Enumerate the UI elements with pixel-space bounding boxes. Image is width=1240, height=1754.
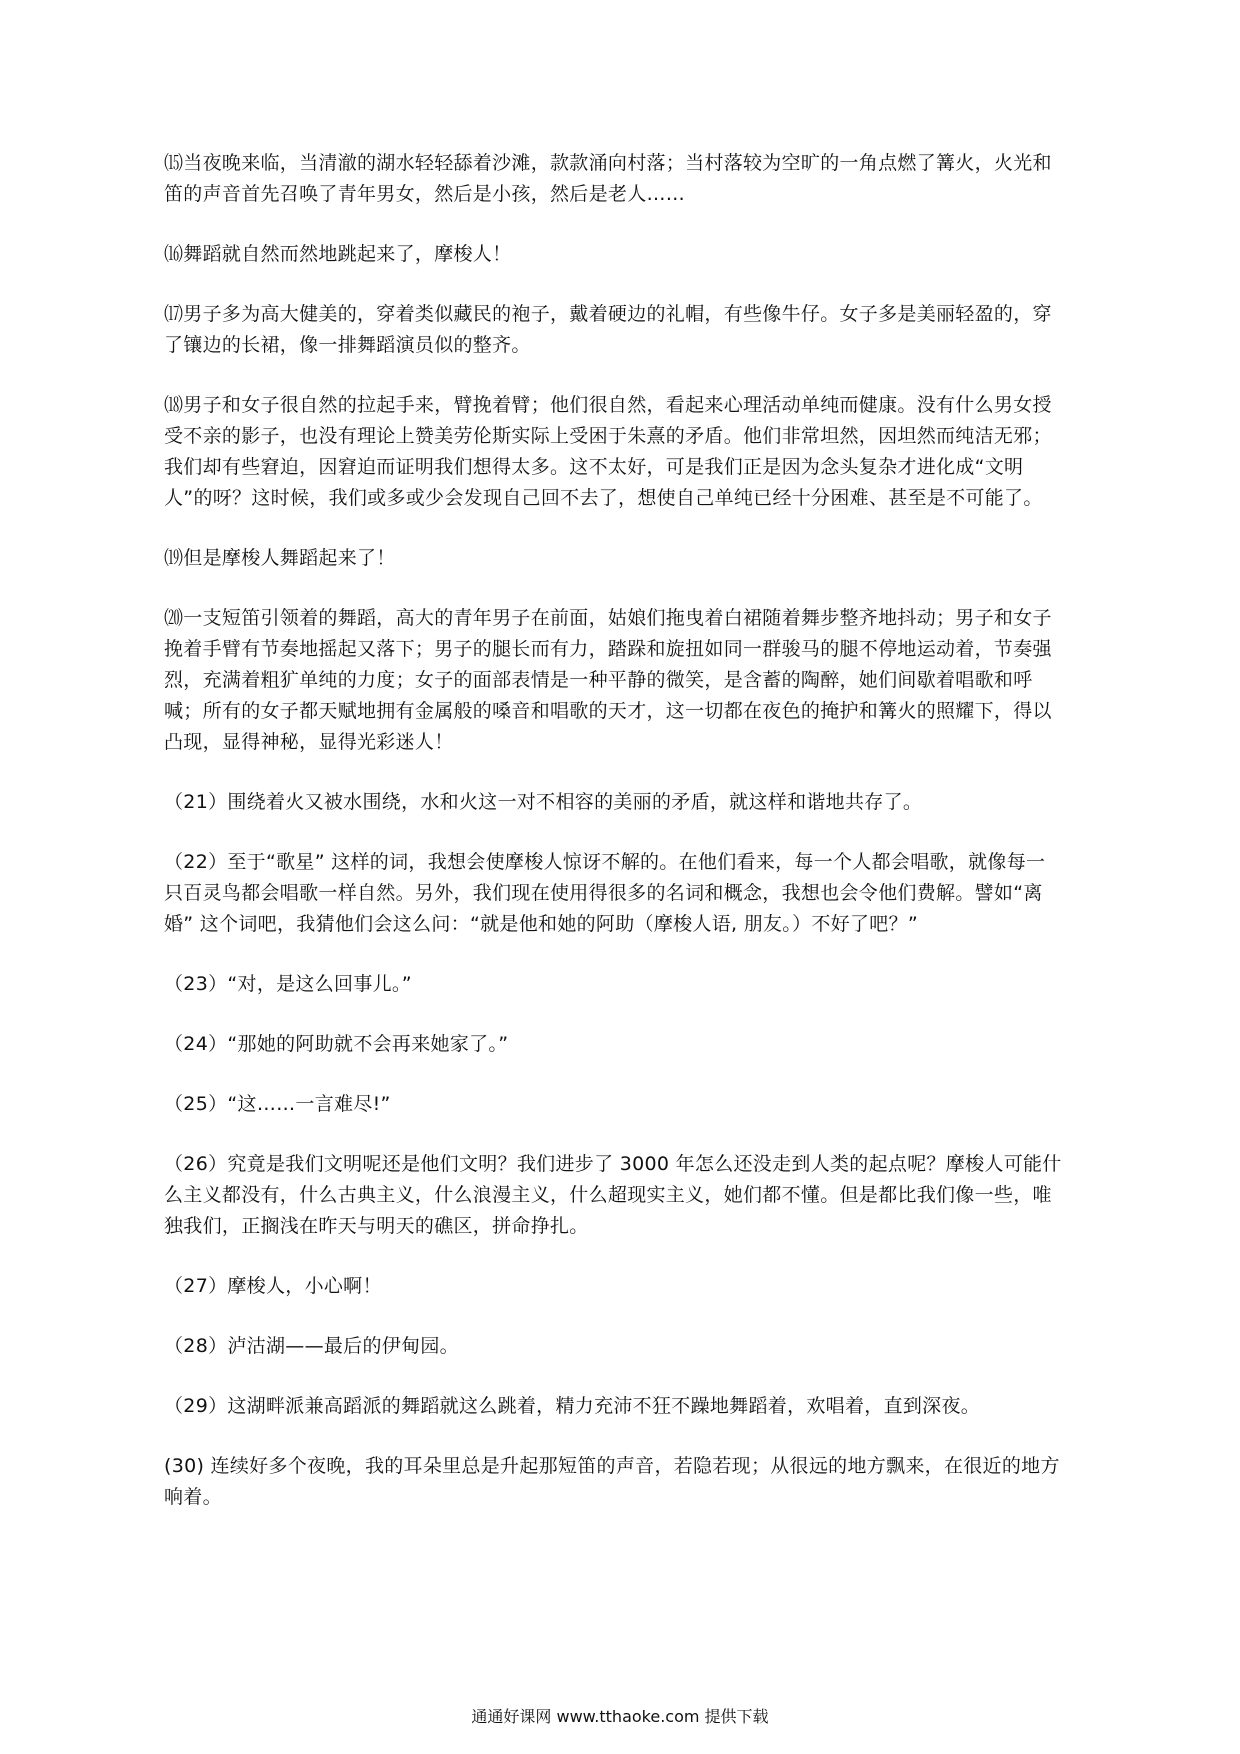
paragraph-28: （28）泸沽湖——最后的伊甸园。 — [164, 1335, 459, 1357]
paragraph-22: （22）至于“歌星” 这样的词，我想会使摩梭人惊讶不解的。在他们看来，每一个人都会唱歌，就像每一只百灵鸟都会唱歌一样自然。另外，我们现在使用得很多的名词和概念，我想也会令他们费解。譬如“离婚” 这个词吧，我猜他们会这么问：“就是他和她的阿助（摩梭人语, 朋友。）不好了吧？” — [164, 851, 1046, 935]
page-footer: 通通好课网 www.tthaoke.com 提供下载 — [471, 1707, 769, 1726]
paragraph-30: (30) 连续好多个夜晚，我的耳朵里总是升起那短笛的声音，若隐若现；从很远的地方飘来，在很近的地方响着。 — [164, 1455, 1060, 1508]
paragraph-25: （25）“这……一言难尽!” — [164, 1093, 391, 1115]
paragraph-16: ⒃舞蹈就自然而然地跳起来了，摩梭人！ — [164, 243, 512, 265]
paragraph-24: （24）“那她的阿助就不会再来她家了。” — [164, 1033, 509, 1055]
paragraph-17: ⒄男子多为高大健美的，穿着类似藏民的袍子，戴着硬边的礼帽，有些像牛仔。女子多是美丽轻盈的，穿了镶边的长裙，像一排舞蹈演员似的整齐。 — [164, 303, 1052, 356]
document-body — [164, 148, 1064, 1513]
paragraph-26: （26）究竟是我们文明呢还是他们文明？我们进步了 3000 年怎么还没走到人类的起点呢？摩梭人可能什么主义都没有，什么古典主义，什么浪漫主义，什么超现实主义，她们都不懂。但是都比我们像一些，唯独我们，正搁浅在昨天与明天的礁区，拼命挣扎。 — [164, 1153, 1062, 1237]
paragraph-27: （27）摩梭人，小心啊！ — [164, 1275, 382, 1297]
paragraph-19: ⒆但是摩梭人舞蹈起来了！ — [164, 547, 396, 569]
paragraph-23: （23）“对，是这么回事儿。” — [164, 973, 412, 995]
paragraph-15: ⒂当夜晚来临，当清澈的湖水轻轻舔着沙滩，款款涌向村落；当村落较为空旷的一角点燃了篝火，火光和笛的声音首先召唤了青年男女，然后是小孩，然后是老人…… — [164, 152, 1052, 205]
paragraph-18: ⒅男子和女子很自然的拉起手来，臂挽着臂；他们很自然，看起来心理活动单纯而健康。没有什么男女授受不亲的影子，也没有理论上赞美劳伦斯实际上受困于朱熹的矛盾。他们非常坦然，因坦然而纯洁无邪；我们却有些窘迫，因窘迫而证明我们想得太多。这不太好，可是我们正是因为念头复杂才进化成“文明人”的呀？这时候，我们或多或少会发现自己回不去了，想使自己单纯已经十分困难、甚至是不可能了。 — [164, 394, 1052, 509]
paragraph-29: （29）这湖畔派兼高蹈派的舞蹈就这么跳着，精力充沛不狂不躁地舞蹈着，欢唱着，直到深夜。 — [164, 1395, 981, 1417]
paragraph-21: （21）围绕着火又被水围绕，水和火这一对不相容的美丽的矛盾，就这样和谐地共存了。 — [164, 791, 923, 813]
paragraph-20: ⒇一支短笛引领着的舞蹈，高大的青年男子在前面，姑娘们拖曳着白裙随着舞步整齐地抖动；男子和女子挽着手臂有节奏地摇起又落下；男子的腿长而有力，踏跺和旋扭如同一群骏马的腿不停地运动着，节奏强烈，充满着粗犷单纯的力度；女子的面部表情是一种平静的微笑，是含蓄的陶醉，她们间歇着唱歌和呼喊；所有的女子都天赋地拥有金属般的嗓音和唱歌的天才，这一切都在夜色的掩护和篝火的照耀下，得以凸现，显得神秘，显得光彩迷人！ — [164, 607, 1052, 753]
